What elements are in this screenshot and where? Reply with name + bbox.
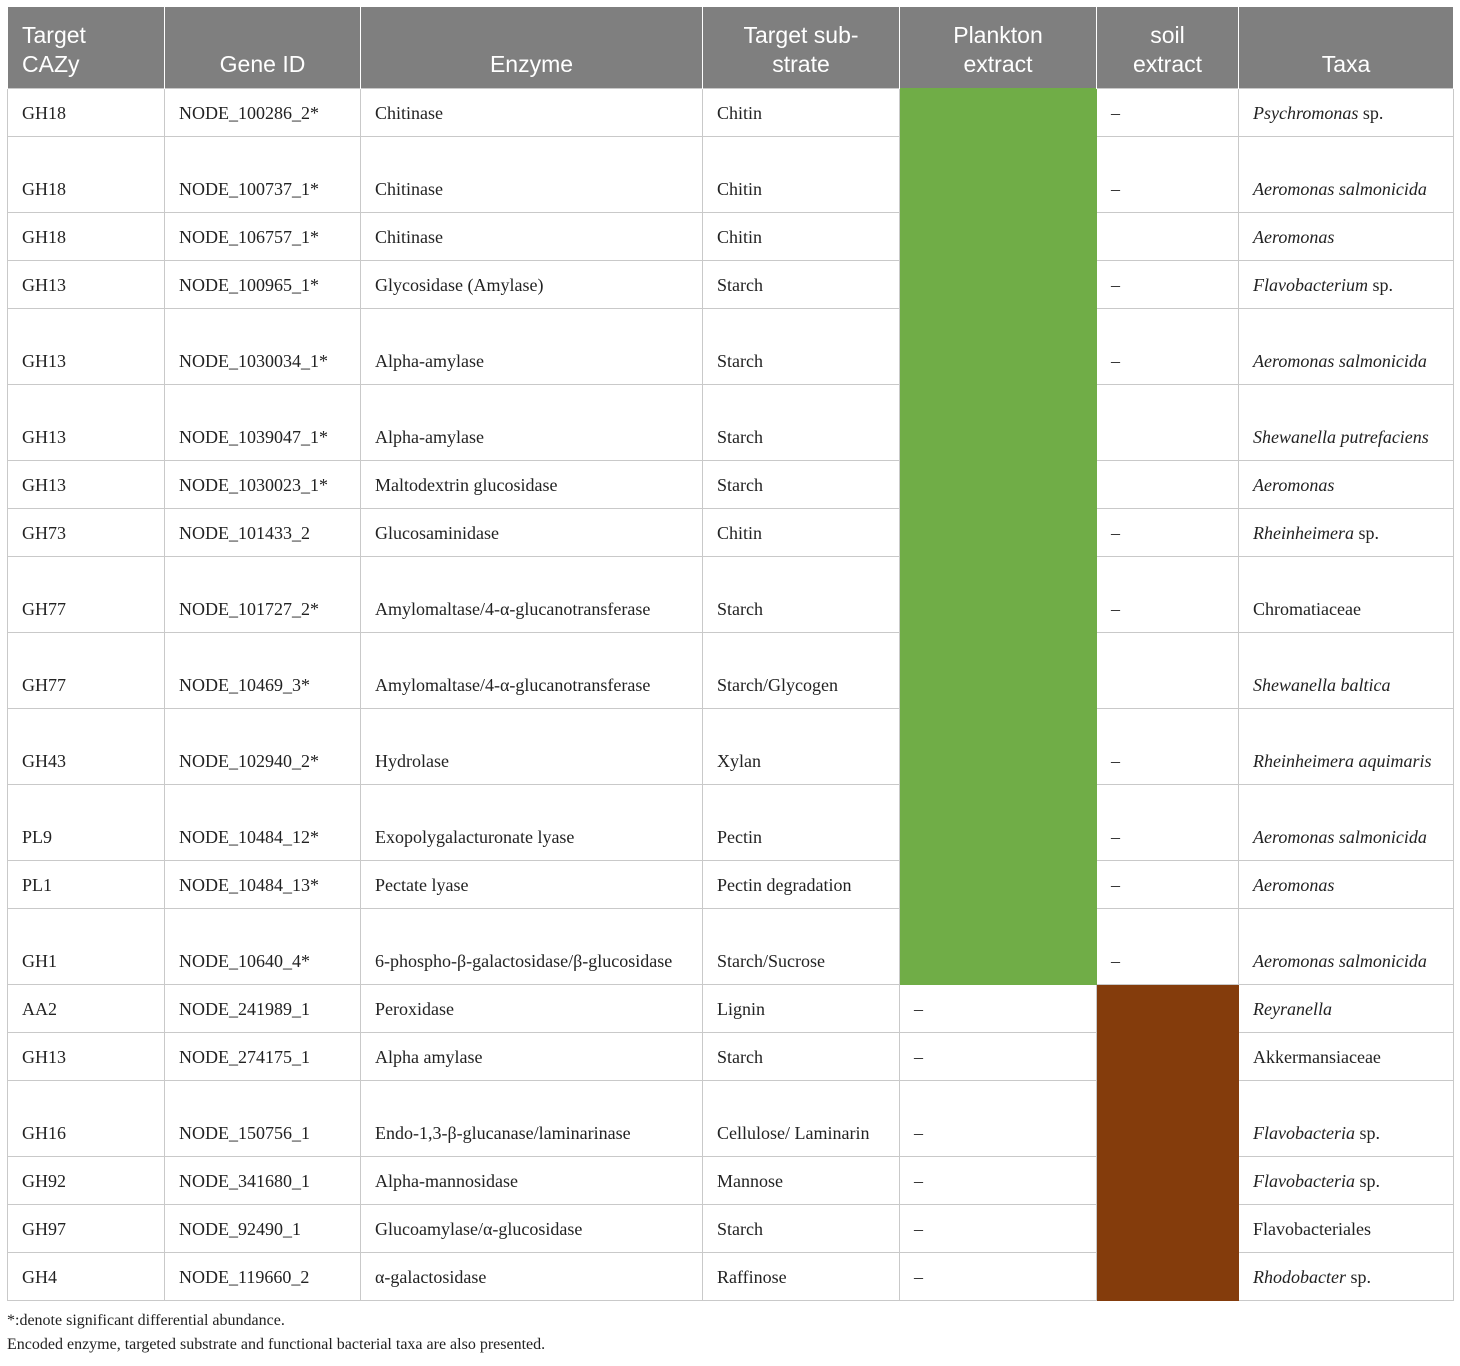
taxa-name: Aeromonas — [1253, 474, 1335, 495]
cell-taxa — [1239, 632, 1454, 708]
taxa-name: Aeromonas — [1253, 226, 1335, 247]
cell-soil-extract — [1097, 384, 1239, 460]
cell-enzyme: Alpha-mannosidase — [361, 1156, 703, 1204]
table-row — [8, 860, 1454, 908]
cell-gene-id: NODE_10484_12* — [165, 784, 361, 860]
cell-cazy: GH18 — [8, 88, 165, 136]
taxa-name: Rheinheimera aquimaris — [1253, 750, 1432, 771]
table-row — [8, 1032, 1454, 1080]
cell-taxa — [1239, 384, 1454, 460]
cell-taxa — [1239, 556, 1454, 632]
taxa-suffix: sp. — [1354, 1170, 1380, 1191]
cell-gene-id: NODE_10469_3* — [165, 632, 361, 708]
cell-gene-id: NODE_101433_2 — [165, 508, 361, 556]
header-plankton-extract — [900, 7, 1097, 88]
cell-enzyme: α-galactosidase — [361, 1252, 703, 1300]
cell-enzyme: Glucosaminidase — [361, 508, 703, 556]
cell-enzyme: 6-phospho-β-galactosidase/β-glucosidase — [361, 908, 703, 984]
cell-taxa — [1239, 908, 1454, 984]
cell-cazy: GH18 — [8, 212, 165, 260]
cell-substrate: Pectin degradation — [703, 860, 900, 908]
taxa-name: Psychromonas — [1253, 102, 1359, 123]
header-target-substrate-line2: strate — [772, 50, 830, 77]
cell-enzyme: Pectate lyase — [361, 860, 703, 908]
taxa-suffix: sp. — [1367, 274, 1393, 295]
taxa-name: Akkermansiaceae — [1253, 1046, 1381, 1067]
cell-substrate: Chitin — [703, 508, 900, 556]
cell-taxa — [1239, 1204, 1454, 1252]
table-row — [8, 1204, 1454, 1252]
cell-substrate: Starch — [703, 1032, 900, 1080]
taxa-name: Shewanella baltica — [1253, 674, 1391, 695]
cell-plankton-extract — [900, 860, 1097, 908]
cell-soil-extract — [1097, 1156, 1239, 1204]
cell-enzyme: Amylomaltase/4-α-glucanotransferase — [361, 632, 703, 708]
taxa-suffix: sp. — [1353, 522, 1379, 543]
cell-soil-extract: – — [1097, 88, 1239, 136]
taxa-suffix: sp. — [1354, 1122, 1380, 1143]
taxa-name: Flavobacterium — [1253, 274, 1368, 295]
cell-gene-id: NODE_100737_1* — [165, 136, 361, 212]
taxa-name: Shewanella putrefaciens — [1253, 426, 1429, 447]
cell-taxa — [1239, 708, 1454, 784]
cell-cazy: PL1 — [8, 860, 165, 908]
cell-taxa — [1239, 1156, 1454, 1204]
cell-plankton-extract — [900, 460, 1097, 508]
taxa-name: Flavobacteriales — [1253, 1218, 1371, 1239]
table-row — [8, 88, 1454, 136]
cell-substrate: Xylan — [703, 708, 900, 784]
cell-soil-extract — [1097, 1080, 1239, 1156]
cell-substrate: Starch — [703, 384, 900, 460]
taxa-name: Flavobacteria — [1253, 1122, 1355, 1143]
cell-gene-id: NODE_1039047_1* — [165, 384, 361, 460]
cell-gene-id: NODE_10640_4* — [165, 908, 361, 984]
cell-taxa — [1239, 984, 1454, 1032]
cell-enzyme: Glycosidase (Amylase) — [361, 260, 703, 308]
cell-enzyme: Alpha amylase — [361, 1032, 703, 1080]
cell-soil-extract: – — [1097, 708, 1239, 784]
cell-taxa — [1239, 212, 1454, 260]
cell-soil-extract — [1097, 1252, 1239, 1300]
table-row — [8, 632, 1454, 708]
cell-gene-id: NODE_10484_13* — [165, 860, 361, 908]
cell-substrate: Starch/Glycogen — [703, 632, 900, 708]
cell-taxa — [1239, 260, 1454, 308]
header-taxa-label: Taxa — [1321, 50, 1371, 77]
taxa-name: Aeromonas salmonicida — [1253, 350, 1427, 371]
cell-plankton-extract: – — [900, 1156, 1097, 1204]
cell-plankton-extract — [900, 88, 1097, 136]
cell-taxa — [1239, 88, 1454, 136]
taxa-name: Chromatiaceae — [1253, 598, 1361, 619]
header-gene-id — [165, 7, 361, 88]
cell-cazy: GH73 — [8, 508, 165, 556]
cell-plankton-extract — [900, 384, 1097, 460]
cell-cazy: GH1 — [8, 908, 165, 984]
cell-gene-id: NODE_150756_1 — [165, 1080, 361, 1156]
header-enzyme-label: Enzyme — [489, 50, 574, 77]
cell-cazy: GH13 — [8, 260, 165, 308]
table-row — [8, 136, 1454, 212]
cell-enzyme: Amylomaltase/4-α-glucanotransferase — [361, 556, 703, 632]
cell-gene-id: NODE_100965_1* — [165, 260, 361, 308]
cell-gene-id: NODE_92490_1 — [165, 1204, 361, 1252]
header-plankton-line1: Plankton — [953, 21, 1043, 48]
cell-gene-id: NODE_341680_1 — [165, 1156, 361, 1204]
header-target-cazy — [8, 7, 165, 88]
header-target-substrate-line1: Target sub- — [743, 21, 859, 48]
cell-enzyme: Glucoamylase/α-glucosidase — [361, 1204, 703, 1252]
cell-cazy: PL9 — [8, 784, 165, 860]
cell-substrate: Starch — [703, 260, 900, 308]
cell-substrate: Starch — [703, 308, 900, 384]
cell-enzyme: Chitinase — [361, 88, 703, 136]
cell-soil-extract: – — [1097, 508, 1239, 556]
cell-soil-extract: – — [1097, 556, 1239, 632]
cell-cazy: GH4 — [8, 1252, 165, 1300]
cell-taxa — [1239, 136, 1454, 212]
taxa-name: Rheinheimera — [1253, 522, 1354, 543]
header-target-substrate — [703, 7, 900, 88]
taxa-name: Aeromonas salmonicida — [1253, 178, 1427, 199]
cell-cazy: GH18 — [8, 136, 165, 212]
cell-soil-extract — [1097, 212, 1239, 260]
cell-plankton-extract: – — [900, 1032, 1097, 1080]
cell-substrate: Lignin — [703, 984, 900, 1032]
header-taxa — [1239, 7, 1454, 88]
cell-plankton-extract — [900, 784, 1097, 860]
cell-plankton-extract — [900, 556, 1097, 632]
table-row — [8, 1252, 1454, 1300]
table-row — [8, 984, 1454, 1032]
cell-cazy: GH13 — [8, 1032, 165, 1080]
cell-cazy: GH92 — [8, 1156, 165, 1204]
header-gene-id-label: Gene ID — [219, 50, 306, 77]
taxa-suffix: sp. — [1345, 1266, 1371, 1287]
table-row — [8, 556, 1454, 632]
cazy-table — [7, 7, 1454, 1301]
footnote-significance: *:denote significant differential abundance. — [7, 1311, 285, 1329]
taxa-name: Aeromonas salmonicida — [1253, 826, 1427, 847]
cell-cazy: GH77 — [8, 556, 165, 632]
cell-cazy: GH43 — [8, 708, 165, 784]
header-soil-extract — [1097, 7, 1239, 88]
taxa-name: Aeromonas — [1253, 874, 1335, 895]
cell-enzyme: Exopolygalacturonate lyase — [361, 784, 703, 860]
cell-enzyme: Hydrolase — [361, 708, 703, 784]
cell-cazy: AA2 — [8, 984, 165, 1032]
taxa-suffix: sp. — [1358, 102, 1384, 123]
cell-substrate: Starch — [703, 1204, 900, 1252]
cell-taxa — [1239, 1032, 1454, 1080]
cell-enzyme: Peroxidase — [361, 984, 703, 1032]
cell-soil-extract — [1097, 632, 1239, 708]
header-enzyme — [361, 7, 703, 88]
table-row — [8, 708, 1454, 784]
cell-gene-id: NODE_100286_2* — [165, 88, 361, 136]
table-row — [8, 308, 1454, 384]
cell-enzyme: Endo-1,3-β-glucanase/laminarinase — [361, 1080, 703, 1156]
cell-taxa — [1239, 860, 1454, 908]
cell-plankton-extract — [900, 708, 1097, 784]
table-row — [8, 384, 1454, 460]
cell-cazy: GH13 — [8, 308, 165, 384]
header-soil-line2: extract — [1132, 50, 1203, 77]
table-row — [8, 260, 1454, 308]
cell-gene-id: NODE_119660_2 — [165, 1252, 361, 1300]
header-target-cazy-line1: Target — [22, 21, 86, 48]
cell-cazy: GH97 — [8, 1204, 165, 1252]
cell-substrate: Chitin — [703, 212, 900, 260]
cell-enzyme: Alpha-amylase — [361, 384, 703, 460]
cell-enzyme: Maltodextrin glucosidase — [361, 460, 703, 508]
cell-substrate: Mannose — [703, 1156, 900, 1204]
cell-cazy: GH16 — [8, 1080, 165, 1156]
cell-plankton-extract: – — [900, 1252, 1097, 1300]
table-container — [7, 7, 1453, 1357]
table-row — [8, 212, 1454, 260]
cell-plankton-extract — [900, 908, 1097, 984]
cell-plankton-extract — [900, 508, 1097, 556]
cell-substrate: Cellulose/ Laminarin — [703, 1080, 900, 1156]
cell-cazy: GH77 — [8, 632, 165, 708]
table-row — [8, 1156, 1454, 1204]
table-row — [8, 508, 1454, 556]
cell-plankton-extract: – — [900, 984, 1097, 1032]
cell-substrate: Raffinose — [703, 1252, 900, 1300]
cell-enzyme: Chitinase — [361, 212, 703, 260]
cell-soil-extract — [1097, 1204, 1239, 1252]
cell-cazy: GH13 — [8, 460, 165, 508]
cell-soil-extract: – — [1097, 908, 1239, 984]
cell-soil-extract: – — [1097, 260, 1239, 308]
cell-taxa — [1239, 508, 1454, 556]
cell-taxa — [1239, 460, 1454, 508]
cell-taxa — [1239, 1252, 1454, 1300]
cell-soil-extract: – — [1097, 308, 1239, 384]
cell-soil-extract — [1097, 984, 1239, 1032]
cell-substrate: Starch — [703, 556, 900, 632]
cell-cazy: GH13 — [8, 384, 165, 460]
cell-plankton-extract — [900, 632, 1097, 708]
taxa-name: Reyranella — [1253, 998, 1332, 1019]
cell-plankton-extract: – — [900, 1080, 1097, 1156]
cell-gene-id: NODE_1030034_1* — [165, 308, 361, 384]
cell-gene-id: NODE_241989_1 — [165, 984, 361, 1032]
cell-plankton-extract — [900, 136, 1097, 212]
table-row — [8, 460, 1454, 508]
footnotes — [7, 1309, 1453, 1357]
table-row — [8, 1080, 1454, 1156]
cell-substrate: Starch — [703, 460, 900, 508]
cell-plankton-extract: – — [900, 1204, 1097, 1252]
cell-gene-id: NODE_102940_2* — [165, 708, 361, 784]
taxa-name: Aeromonas salmonicida — [1253, 950, 1427, 971]
cell-substrate: Pectin — [703, 784, 900, 860]
cell-plankton-extract — [900, 260, 1097, 308]
cell-gene-id: NODE_101727_2* — [165, 556, 361, 632]
cell-taxa — [1239, 308, 1454, 384]
cell-soil-extract: – — [1097, 860, 1239, 908]
table-row — [8, 784, 1454, 860]
table-body — [8, 88, 1454, 1300]
cell-enzyme: Alpha-amylase — [361, 308, 703, 384]
header-soil-line1: soil — [1150, 21, 1185, 48]
taxa-name: Rhodobacter — [1253, 1266, 1346, 1287]
cell-plankton-extract — [900, 212, 1097, 260]
cell-taxa — [1239, 1080, 1454, 1156]
cell-taxa — [1239, 784, 1454, 860]
cell-soil-extract — [1097, 1032, 1239, 1080]
cell-enzyme: Chitinase — [361, 136, 703, 212]
cell-soil-extract: – — [1097, 136, 1239, 212]
cell-gene-id: NODE_106757_1* — [165, 212, 361, 260]
table-header — [8, 7, 1454, 88]
cell-plankton-extract — [900, 308, 1097, 384]
cell-soil-extract: – — [1097, 784, 1239, 860]
taxa-name: Flavobacteria — [1253, 1170, 1355, 1191]
cell-substrate: Chitin — [703, 136, 900, 212]
cell-gene-id: NODE_274175_1 — [165, 1032, 361, 1080]
table-row — [8, 908, 1454, 984]
cell-soil-extract — [1097, 460, 1239, 508]
footnote-description: Encoded enzyme, targeted substrate and functional bacterial taxa are also presented. — [7, 1335, 546, 1353]
cell-gene-id: NODE_1030023_1* — [165, 460, 361, 508]
header-plankton-line2: extract — [963, 50, 1033, 77]
cell-substrate: Chitin — [703, 88, 900, 136]
cell-substrate: Starch/Sucrose — [703, 908, 900, 984]
header-target-cazy-line2: CAZy — [22, 50, 80, 77]
